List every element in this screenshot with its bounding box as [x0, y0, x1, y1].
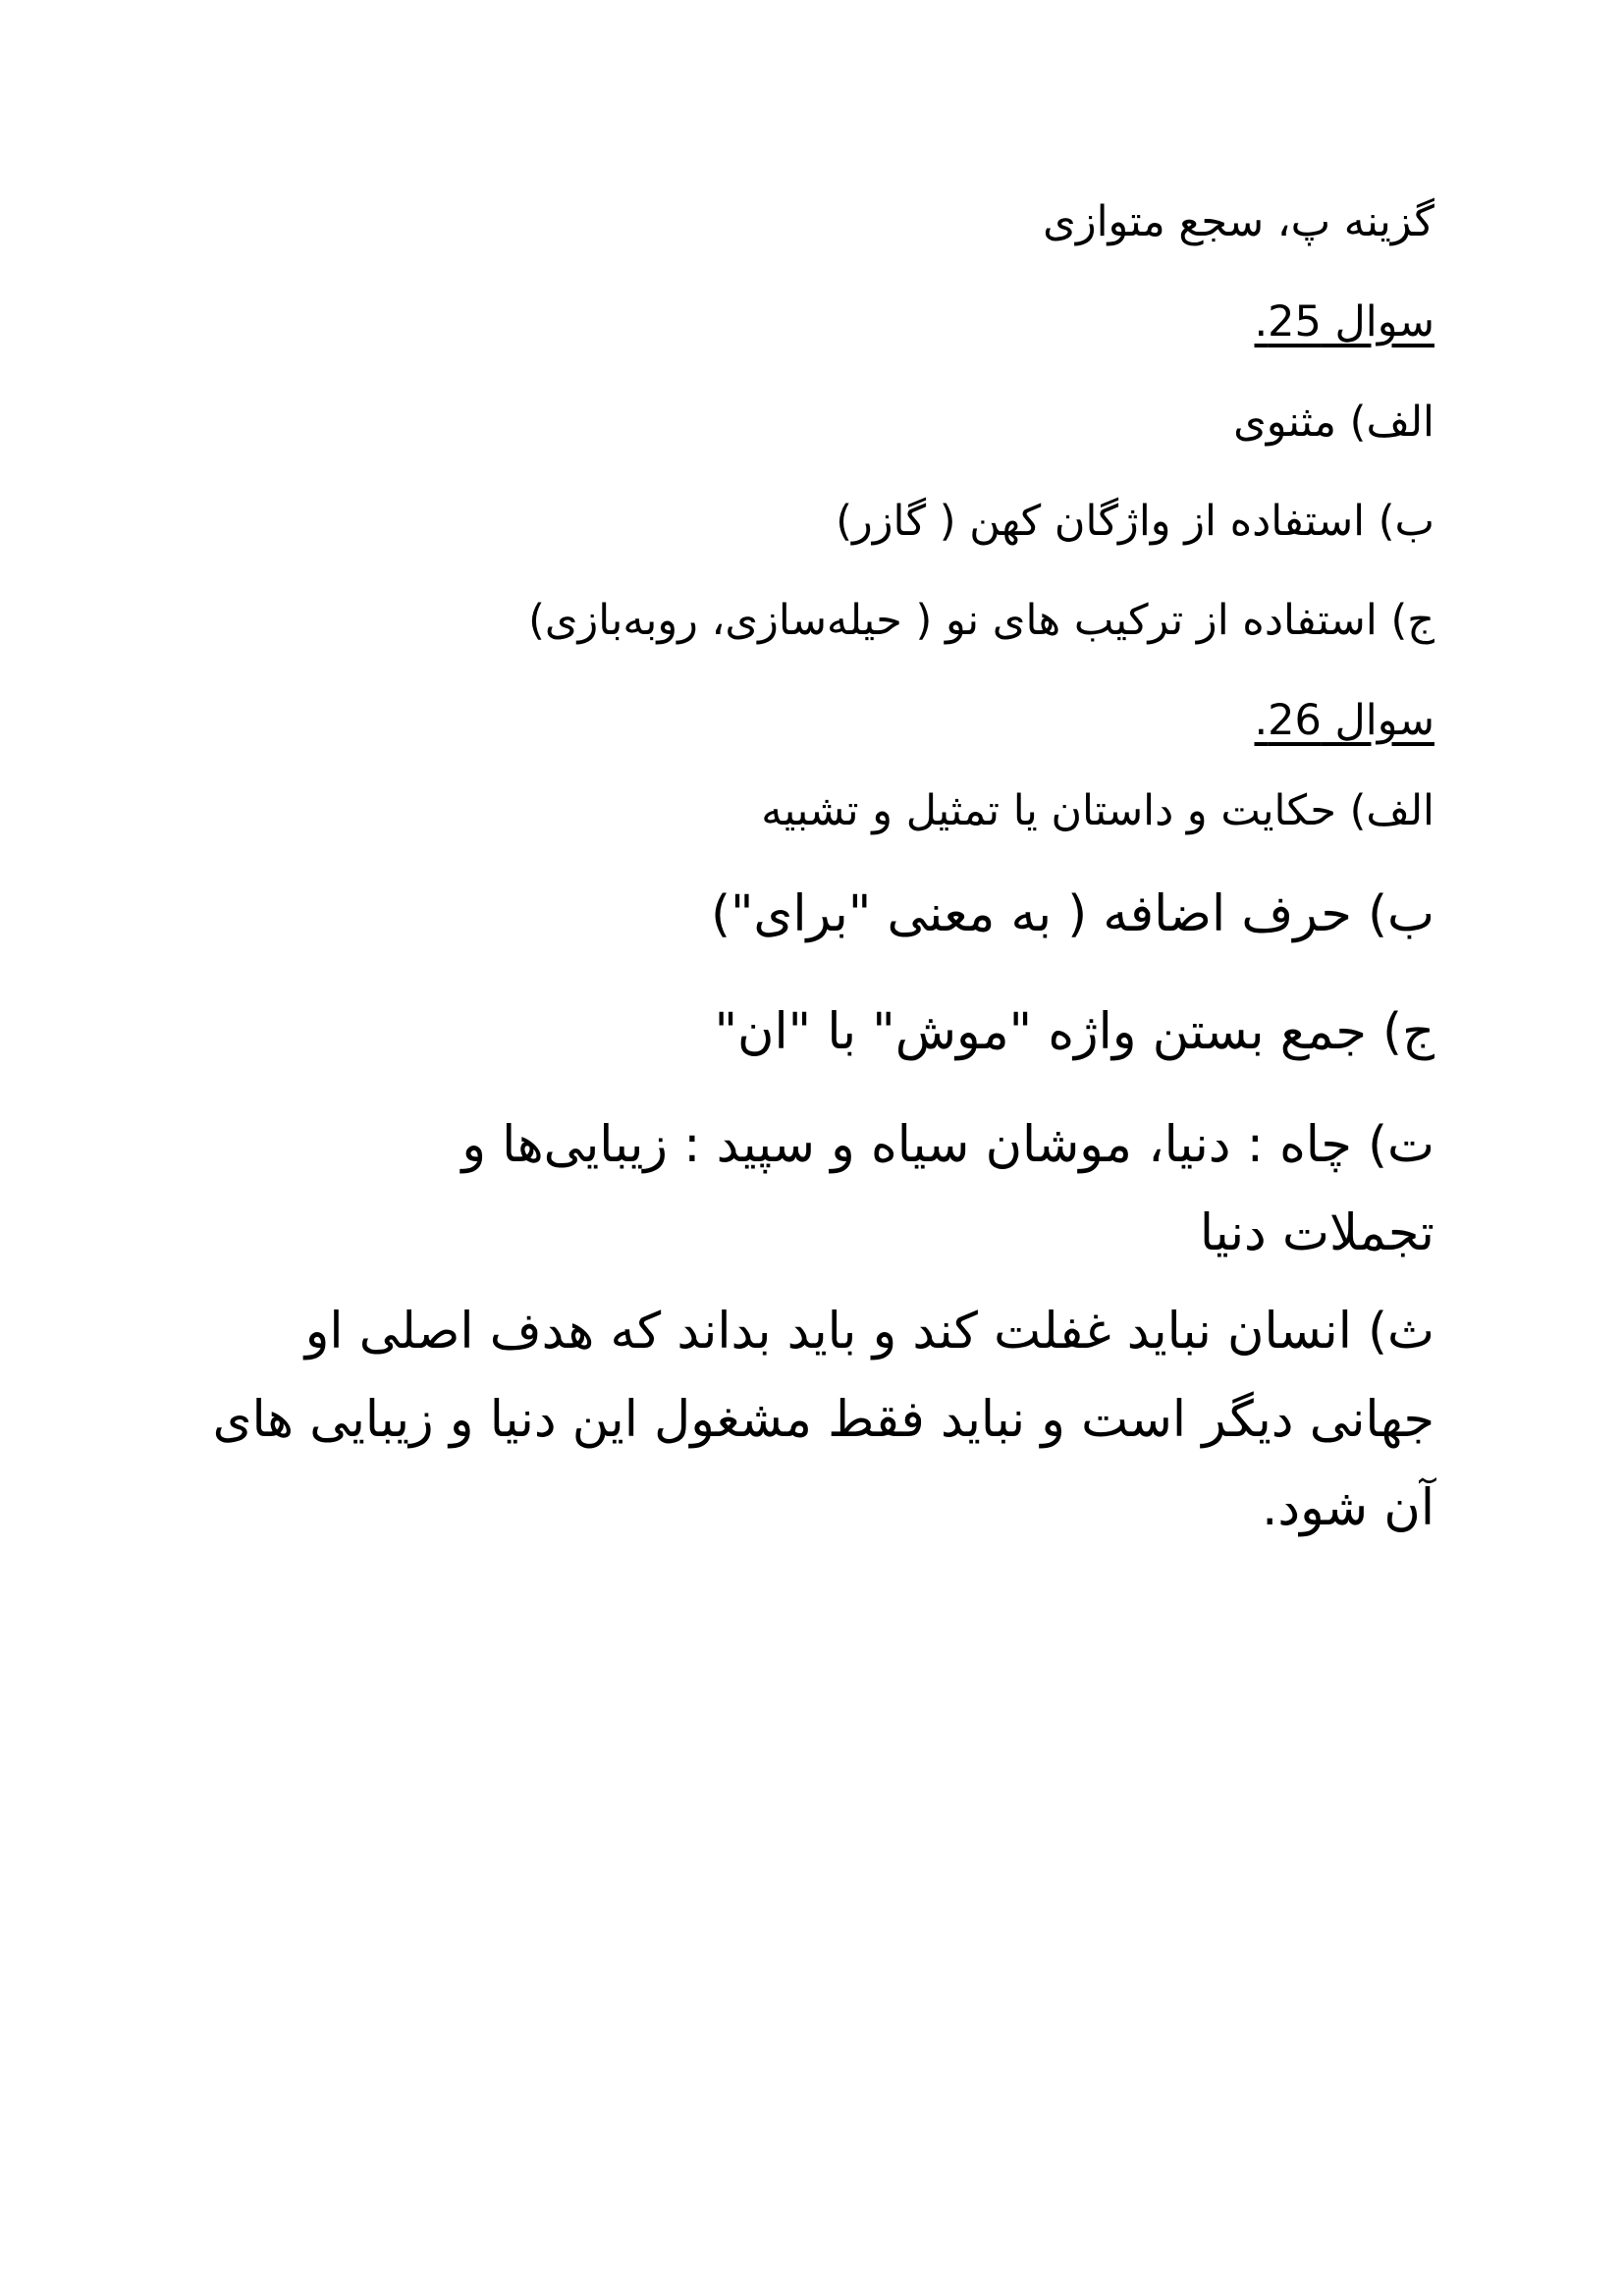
question-26-heading: سوال 26.	[1254, 696, 1434, 745]
answer-26-th: ث) انسان نباید غفلت کند و باید بداند که هدف اصلی او جهانی دیگر است و نباید فقط مشغول این دنیا و زیبایی های آن شود.	[212, 1303, 1434, 1537]
answer-option-line: گزینه پ، سجع متوازی	[1043, 197, 1434, 246]
answer-26-c: ج) جمع بستن واژه "موش" با "ان"	[714, 1003, 1434, 1061]
answer-26-a: الف) حکایت و داستان یا تمثیل و تشبیه	[761, 786, 1434, 835]
question-25-heading: سوال 25.	[1254, 297, 1434, 347]
answer-25-a: الف) مثنوی	[1233, 398, 1434, 447]
answer-26-b: ب) حرف اضافه ( به معنی "برای")	[711, 885, 1434, 943]
answer-25-c: ج) استفاده از ترکیب های نو ( حیله‌سازی، روبه‌بازی)	[528, 596, 1434, 645]
answer-25-b: ب) استفاده از واژگان کهن ( گازر)	[836, 497, 1434, 546]
answer-26-t: ت) چاه : دنیا، موشان سیاه و سپید : زیبایی‌ها و تجملات دنیا	[461, 1116, 1434, 1262]
